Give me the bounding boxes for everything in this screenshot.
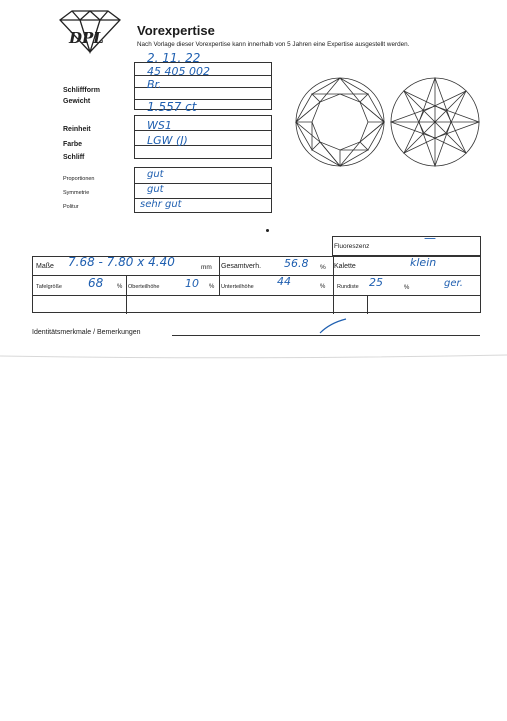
label-politur: Politur (63, 204, 79, 210)
label-tafelgroesse: Tafelgröße (36, 284, 62, 290)
hw-gewicht: 1.557 ct (147, 100, 197, 114)
label-schliffform: Schliffform (63, 87, 100, 94)
hw-kalette: klein (410, 256, 437, 269)
diamond-pavilion-diagram (389, 76, 481, 168)
diamond-crown-diagram (294, 76, 386, 168)
hw-fluoreszenz: — (424, 231, 436, 245)
remarks-line (172, 335, 480, 336)
label-gewicht: Gewicht (63, 98, 91, 105)
hw-tafelgroesse: 68 (88, 276, 104, 290)
label-proportionen: Proportionen (63, 176, 95, 182)
label-schliff: Schliff (63, 154, 85, 161)
label-percent-oberteil: % (209, 284, 215, 290)
hw-symmetrie: gut (147, 184, 164, 195)
label-kalette: Kalette (334, 263, 356, 270)
hw-proportionen: gut (147, 169, 164, 180)
hw-oberteilhoehe: 10 (185, 277, 199, 290)
hw-gesamtverh: 56.8 (284, 257, 309, 270)
label-mm: mm (201, 264, 212, 271)
label-unterteilhoehe: Unterteilhöhe (221, 284, 254, 290)
hw-date: 2. 11. 22 (147, 51, 201, 65)
label-rundiste: Rundiste (337, 284, 359, 290)
ink-dot (266, 229, 269, 232)
hw-schliffform: Br. (147, 78, 162, 91)
hw-rundiste-note: ger. (444, 278, 463, 289)
label-masse: Maße (36, 263, 54, 270)
label-percent-gesamt: % (320, 264, 326, 271)
label-reinheit: Reinheit (63, 126, 91, 133)
label-oberteilhoehe: Oberteilhöhe (128, 284, 160, 290)
logo-text: DPL (69, 29, 104, 47)
faint-tear-line (0, 352, 507, 362)
hw-unterteilhoehe: 44 (277, 275, 291, 288)
label-fluoreszenz: Fluoreszenz (334, 243, 370, 250)
label-gesamtverh: Gesamtverh. (221, 263, 262, 270)
handwritten-stroke (318, 317, 348, 335)
label-percent-rundiste: % (404, 285, 410, 291)
hw-farbe: LGW (J) (147, 134, 188, 147)
hw-number: 45 405 002 (147, 65, 210, 78)
page-subtitle: Nach Vorlage dieser Vorexpertise kann innerhalb von 5 Jahren eine Expertise ausgestellt werden. (137, 41, 410, 48)
page-title: Vorexpertise (137, 23, 215, 38)
hw-masse: 7.68 - 7.80 x 4.40 (68, 255, 175, 269)
hw-politur: sehr gut (140, 199, 182, 210)
hw-rundiste: 25 (369, 276, 383, 289)
dpl-logo (50, 8, 130, 54)
label-farbe: Farbe (63, 141, 83, 148)
label-percent-unterteil: % (320, 284, 326, 290)
hw-reinheit: WS1 (147, 119, 172, 132)
label-bemerkungen: Identitätsmerkmale / Bemerkungen (32, 329, 141, 336)
label-symmetrie: Symmetrie (63, 190, 90, 196)
label-percent-tafel: % (117, 284, 123, 290)
